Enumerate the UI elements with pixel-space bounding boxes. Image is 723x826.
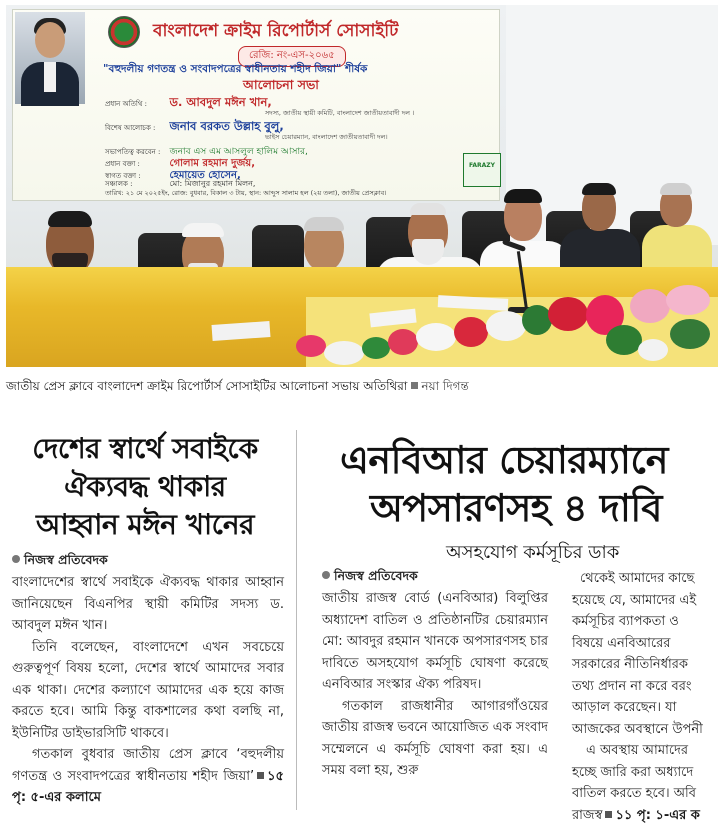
paragraph: বাংলাদেশের স্বার্থে সবাইকে ঐক্যবদ্ধ থাকার আহ্বান জানিয়েছেন বিএনপির স্থায়ী কমিটির সদস্য ড. আবদুল মঈন খান। — [12, 572, 284, 637]
sponsor-logo: FARAZY — [463, 153, 501, 187]
flower — [362, 337, 390, 359]
bullet-icon — [322, 571, 330, 579]
headline-line: আহ্বান মঈন খানের — [6, 506, 284, 544]
photo-credit: নয়া দিগন্ত — [421, 379, 468, 393]
text-line: থেকেই আমাদের কাছে — [572, 568, 723, 590]
text-line: আজকের অবস্থানে উপনী — [572, 719, 723, 741]
text-line: তথ্য প্রদান না করে বরং — [572, 676, 723, 698]
banner-event: আলোচনা সভা — [243, 77, 319, 97]
right-byline — [322, 568, 418, 588]
text-line: আড়াল করেছেন। যা — [572, 697, 723, 719]
banner-role: সঞ্চালক : — [105, 178, 167, 190]
paragraph: গতকাল রাজধানীর আগারগাঁওয়ের জাতীয় রাজস্ব ভবনে আয়োজিত এক সংবাদ সম্মেলনে এ কর্মসূচি ঘোষণা করা হয়। এ সময় বলা হয়, শুরু — [322, 696, 548, 782]
paragraph — [12, 744, 284, 809]
banner-theme: "বহুদলীয় গণতন্ত্র ও সংবাদপত্রের স্বাধীনতায় শহীদ জিয়া" শীর্ষক — [103, 62, 367, 79]
square-bullet-icon — [257, 772, 264, 779]
headline-line: ঐক্যবদ্ধ থাকার — [6, 468, 284, 506]
paragraph-text: গতকাল বুধবার জাতীয় প্রেস ক্লাবে ‘বহুদলীয় গণতন্ত্র ও সংবাদপত্রের স্বাধীনতায় শহীদ জিয়া’ — [12, 747, 284, 784]
text-line: বাতিল করতে হবে। অবি — [572, 783, 723, 805]
banner-row — [105, 94, 272, 113]
paragraph: তিনি বলেছেন, বাংলাদেশে এখন সবচেয়ে গুরুত্বপূর্ণ বিষয় হলো, দেশের স্বার্থে আমাদের সবার এক থাকা। দেশের কল্যাণে আমাদের এক হয়ে কাজ করতে হবে। আমি কিন্তু বাকশালের কথা বলছি না, ইউনিটির ডাইভারসিটি থাকবে। — [12, 637, 284, 745]
headline-line: দেশের স্বার্থে সবাইকে — [6, 430, 284, 468]
headline-line: অপসারণসহ ৪ দাবি — [340, 484, 668, 532]
text-line: হচ্ছে জারি করা অধ্যাদে — [572, 762, 723, 784]
banner-name: জনাব এস এম আসলুল হালিম আসার, — [170, 147, 308, 157]
banner-name: গোলাম রহমান দুর্জয়, — [170, 158, 255, 169]
society-logo-icon — [108, 16, 140, 48]
byline-text: নিজস্ব প্রতিবেদক — [334, 568, 418, 583]
paragraph: জাতীয় রাজস্ব বোর্ড (এনবিআর) বিলুপ্তির অধ্যাদেশ বাতিল ও প্রতিষ্ঠানটির চেয়ারম্যান মো: আবদুর রহমান খানকে অপসারণসহ চার দাবিতে অসহযোগ কর্মসূচি ঘোষণা করেছে এনবিআর সংস্কার ঐক্য পরিষদ। — [322, 588, 548, 696]
banner-name: জনাব বরকত উল্লাহ বুলু, — [170, 119, 284, 133]
jump-reference[interactable]: ১১ পৃ: ১-এর ক — [615, 808, 699, 823]
banner-title: বাংলাদেশ ক্রাইম রিপোর্টার্স সোসাইটি — [153, 18, 398, 46]
flower — [670, 319, 710, 349]
right-article-continued — [572, 568, 723, 812]
banner-name: ড. আবদুল মঈন খান, — [170, 95, 272, 109]
square-bullet-icon — [411, 382, 418, 389]
text-line: সরকারের নীতিনির্ধারক — [572, 654, 723, 676]
banner-name: হেমায়েত হোসেন, — [170, 170, 241, 181]
flower — [638, 339, 668, 361]
jump-reference[interactable]: ১৫ পৃ: ৫-এর কলামে — [12, 769, 284, 806]
column-divider — [296, 430, 297, 810]
flower — [630, 289, 670, 323]
banner-role: সভাপতিত্ব করবেন : — [105, 146, 167, 158]
headline-line: এনবিআর চেয়ারম্যানে — [340, 438, 668, 482]
right-subheadline: অসহযোগ কর্মসূচির ডাক — [446, 538, 619, 569]
text-line: এ অবস্থায় আমাদের — [572, 740, 723, 762]
text-line — [572, 805, 723, 826]
text-line: হয়েছে যে, আমাদের এই — [572, 590, 723, 612]
photo-caption — [6, 378, 469, 398]
banner-sub: সদস্য, জাতীয় স্থায়ী কমিটি, বাংলাদেশ জাতীয়তাবাদী দল । — [265, 108, 414, 119]
banner-row — [105, 118, 284, 137]
banner-date: তারিখ: ২১ মে ২০২৫ইং, রোজ: বুধবার, বিকাল ৩ টায়, স্থান: আব্দুস সালাম হল (২য় তলা), জাতীয় প্রেসক্লাব। — [105, 188, 387, 199]
portrait-image — [15, 12, 85, 104]
flower — [388, 329, 418, 355]
flower — [606, 325, 642, 355]
flower — [454, 317, 488, 347]
banner-registration: রেজি: নং-এস-২০৬৫ — [238, 46, 346, 67]
bullet-icon — [12, 555, 20, 563]
left-headline — [6, 430, 284, 544]
byline-text: নিজস্ব প্রতিবেদক — [24, 552, 108, 567]
banner-role: প্রধান অতিথি : — [105, 98, 167, 110]
banner-role: স্বাগত বক্তা : — [105, 170, 167, 182]
flower — [324, 341, 364, 365]
news-photo — [6, 5, 718, 367]
left-article-body — [12, 572, 284, 812]
flower — [548, 297, 588, 331]
right-headline — [340, 436, 668, 532]
banner-name: মো: মিজানুর রহমান মিলন, — [170, 179, 256, 188]
caption-text: জাতীয় প্রেস ক্লাবে বাংলাদেশ ক্রাইম রিপোর্টার্স সোসাইটির আলোচনা সভায় অতিথিরা — [6, 379, 407, 393]
flower — [416, 323, 456, 351]
text-line-start: রাজস্ব — [572, 808, 602, 823]
left-byline — [12, 552, 108, 572]
right-article-body — [322, 588, 548, 812]
event-banner — [12, 9, 500, 201]
flower — [486, 311, 526, 341]
flower — [296, 335, 326, 357]
text-line: বিষয়ে এনবিআরের — [572, 633, 723, 655]
banner-role: প্রধান বক্তা : — [105, 158, 167, 170]
square-bullet-icon — [605, 811, 612, 818]
flower — [666, 285, 710, 315]
text-line: কর্মসূচির ব্যাপকতা ও — [572, 611, 723, 633]
banner-sub: ভাইস চেয়ারম্যান, বাংলাদেশ জাতীয়তাবাদী দল। — [265, 132, 388, 143]
banner-role: বিশেষ আলোচক : — [105, 122, 167, 134]
